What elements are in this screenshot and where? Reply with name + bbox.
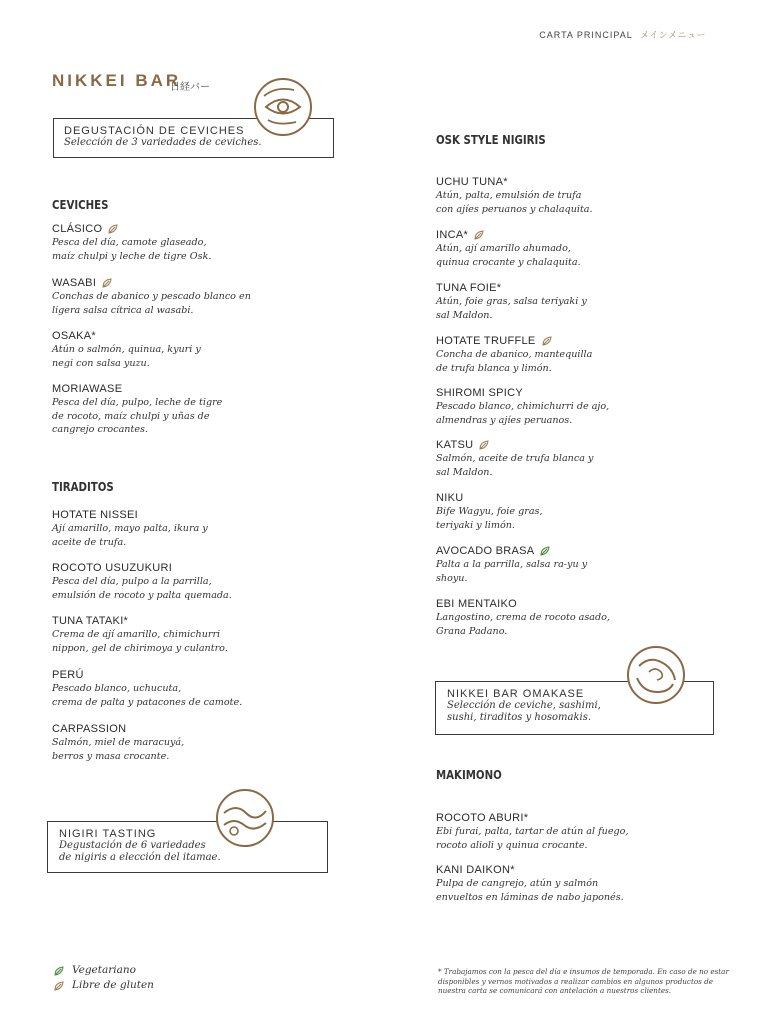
menu-item — [436, 282, 736, 322]
section-tiraditos: TIRADITOS — [52, 480, 114, 494]
item-name: TUNA FOIE* — [436, 282, 502, 294]
menu-item — [52, 223, 352, 263]
item-name: ROCOTO ABURI* — [436, 812, 529, 824]
item-name: SHIROMI SPICY — [436, 387, 524, 399]
legend-vegetariano: Vegetariano — [72, 964, 136, 976]
menu-item — [52, 615, 352, 655]
carta-label: CARTA PRINCIPAL — [539, 30, 633, 40]
menu-item — [436, 335, 736, 375]
item-name: CARPASSION — [52, 723, 127, 735]
item-name: OSAKA* — [52, 330, 96, 342]
item-desc: Conchas de abanico y pescado blanco en ligera salsa cítrica al wasabi. — [52, 291, 251, 316]
menu-item — [436, 492, 736, 532]
degustacion-desc: Selección de 3 variedades de ceviches. — [64, 137, 262, 148]
swirl-emblem-icon — [627, 646, 685, 704]
item-desc: Pesca del día, pulpo a la parrilla, emulsión de rocoto y palta quemada. — [52, 576, 232, 601]
degustacion-title: DEGUSTACIÓN DE CEVICHES — [64, 125, 245, 137]
menu-item — [436, 812, 736, 852]
menu-item — [436, 387, 736, 427]
gluten-free-icon — [542, 336, 552, 346]
item-name: HOTATE NISSEI — [52, 509, 139, 521]
item-desc: Atún, ají amarillo ahumado, quinua crocante y chalaquita. — [436, 243, 581, 268]
menu-item — [52, 277, 352, 317]
menu-item — [436, 864, 736, 904]
item-name: PERÚ — [52, 669, 84, 681]
gluten-free-icon — [54, 981, 64, 991]
menu-item — [52, 723, 352, 763]
item-name: HOTATE TRUFFLE — [436, 335, 536, 347]
item-desc: Ají amarillo, mayo palta, ikura y aceite de trufa. — [52, 523, 208, 548]
item-name: WASABI — [52, 277, 97, 289]
item-desc: Bife Wagyu, foie gras, teriyaki y limón. — [436, 506, 543, 531]
menu-item — [436, 176, 736, 216]
eye-emblem-icon — [254, 78, 312, 136]
nigiri-tasting-desc: Degustación de 6 variedades de nigiris a elección del itamae. — [59, 840, 221, 863]
item-name: UCHU TUNA* — [436, 176, 508, 188]
omakase-desc: Selección de ceviche, sashimi, sushi, tiraditos y hosomakis. — [447, 700, 601, 723]
menu-item — [52, 562, 352, 602]
item-desc: Concha de abanico, mantequilla de trufa blanca y limón. — [436, 349, 593, 374]
gluten-free-icon — [108, 224, 118, 234]
item-name: TUNA TATAKI* — [52, 615, 129, 627]
item-desc: Atún o salmón, quinua, kyuri y negi con salsa yuzu. — [52, 344, 201, 369]
page-title-jp: 日経バー — [170, 82, 210, 93]
menu-item — [436, 598, 736, 638]
gluten-free-icon — [102, 278, 112, 288]
menu-item — [52, 509, 352, 549]
item-desc: Pescado blanco, chimichurri de ajo, almendras y ajíes peruanos. — [436, 401, 610, 426]
menu-item — [52, 330, 352, 370]
nigiri-tasting-title: NIGIRI TASTING — [59, 828, 157, 840]
gluten-free-icon — [479, 440, 489, 450]
item-name: NIKU — [436, 492, 464, 504]
item-name: KANI DAIKON* — [436, 864, 515, 876]
item-desc: Pescado blanco, uchucuta, crema de palta y patacones de camote. — [52, 683, 243, 708]
section-ceviches: CEVICHES — [52, 198, 109, 212]
vegetarian-icon — [54, 966, 64, 976]
item-desc: Atún, palta, emulsión de trufa con ajíes peruanos y chalaquita. — [436, 190, 593, 215]
item-name: KATSU — [436, 439, 474, 451]
item-desc: Palta a la parrilla, salsa ra-yu y shoyu. — [436, 559, 588, 584]
item-desc: Salmón, miel de maracuyá, berros y masa crocante. — [52, 737, 185, 762]
menu-item — [436, 439, 736, 479]
item-name: EBI MENTAIKO — [436, 598, 518, 610]
vegetarian-icon — [540, 546, 550, 556]
omakase-title: NIKKEI BAR OMAKASE — [447, 688, 585, 700]
item-name: ROCOTO USUZUKURI — [52, 562, 173, 574]
page-title: NIKKEI BAR — [52, 71, 182, 90]
legend-gluten: Libre de gluten — [72, 979, 154, 991]
wave-emblem-icon — [216, 789, 274, 847]
gluten-free-icon — [474, 230, 484, 240]
item-name: INCA* — [436, 229, 469, 241]
menu-item — [52, 383, 352, 437]
page-header — [539, 28, 706, 41]
footnote: * Trabajamos con la pesca del día e insumos de temporada. En caso de no estar disponibles y vernos motivados a realizar cambios en algunos productos de nuestra carta se comunicará con antelación a nuestros clientes. — [438, 967, 729, 995]
section-nigiris: OSK STYLE NIGIRIS — [436, 133, 546, 147]
item-desc: Langostino, crema de rocoto asado, Grana Padano. — [436, 612, 610, 637]
item-desc: Salmón, aceite de trufa blanca y sal Maldon. — [436, 453, 594, 478]
item-name: AVOCADO BRASA — [436, 545, 535, 557]
section-makimono: MAKIMONO — [436, 768, 502, 782]
item-desc: Ebi furai, palta, tartar de atún al fuego, rocoto alioli y quinua crocante. — [436, 826, 629, 851]
item-desc: Pesca del día, pulpo, leche de tigre de rocoto, maíz chulpi y uñas de cangrejo crocantes. — [52, 397, 223, 435]
menu-item — [436, 545, 736, 585]
item-desc: Pesca del día, camote glaseado, maíz chulpi y leche de tigre Osk. — [52, 237, 212, 262]
item-desc: Atún, foie gras, salsa teriyaki y sal Maldon. — [436, 296, 587, 321]
item-name: CLÁSICO — [52, 223, 103, 235]
item-desc: Pulpa de cangrejo, atún y salmón envueltos en láminas de nabo japonés. — [436, 878, 624, 903]
item-name: MORIAWASE — [52, 383, 123, 395]
legend — [54, 963, 154, 993]
item-desc: Crema de ají amarillo, chimichurri nippon, gel de chirimoya y culantro. — [52, 629, 228, 654]
carta-label-jp: メインメニュー — [639, 30, 706, 40]
menu-item — [436, 229, 736, 269]
menu-item — [52, 669, 352, 709]
nigiri-tasting-box — [47, 821, 328, 873]
